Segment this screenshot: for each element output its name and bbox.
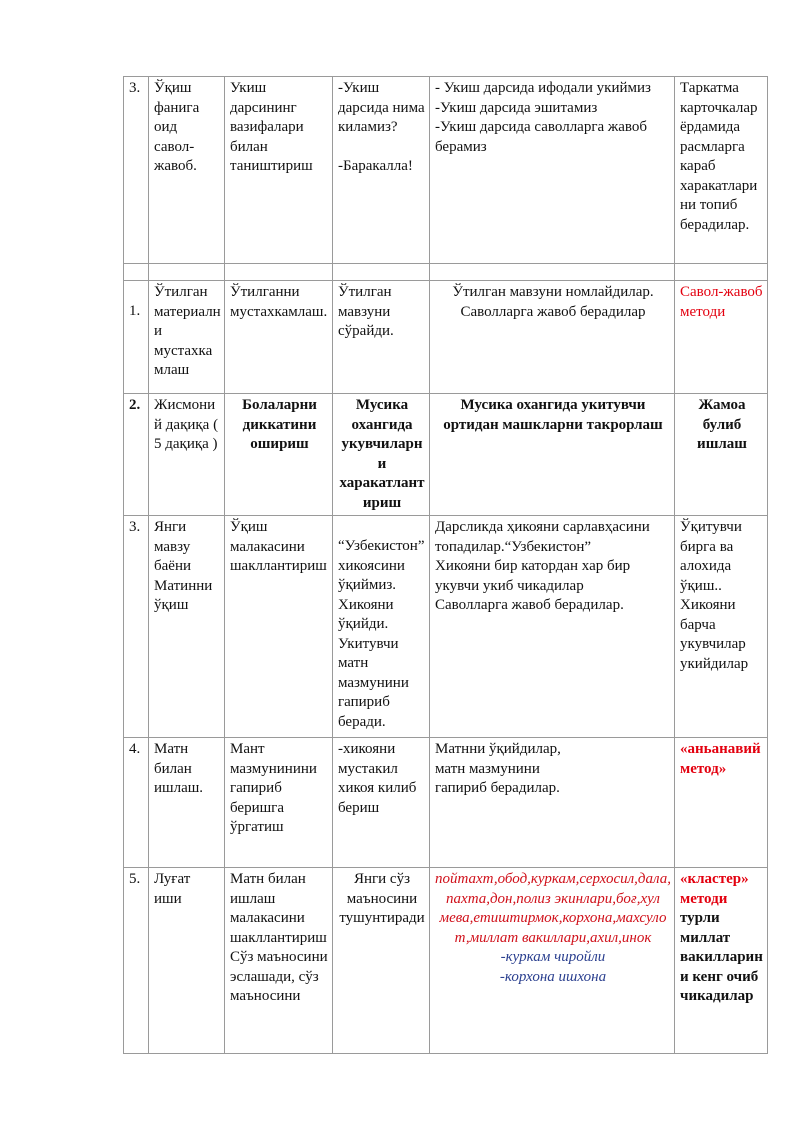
goal-cell: Матн билан ишлаш малакасини шакллантириш Сўз маъносини эслашади, сўз маъносини (225, 868, 333, 1054)
stage-cell: Янги мавзу баёни Матинни ўқиш (149, 516, 225, 738)
pupils-line: -Укиш дарсида саволларга жавоб берамиз (435, 119, 648, 155)
row-number: 2. (124, 394, 149, 516)
method-cell: «аньанавий метод» (675, 738, 768, 868)
teacher-cell: -хикояни мустакил хикоя килиб бериш (333, 738, 430, 868)
synonym-line: -куркам чиройли (500, 949, 606, 965)
pupils-cell (430, 868, 675, 1054)
teacher-line: -Укиш дарсида нима киламиз? (338, 80, 425, 135)
table-row (124, 264, 768, 281)
stage-cell: Ўқиш фанига оид савол-жавоб. (149, 77, 225, 264)
pupils-cell (430, 77, 675, 264)
stage-cell: Ўтилган материални мустахкамлаш (149, 281, 225, 394)
pupils-cell: Ўтилган мавзуни номлайдилар. Саволларга жавоб берадилар (430, 281, 675, 394)
table-row (124, 394, 768, 516)
goal-cell: Укиш дарсининг вазифалари билан таништириш (225, 77, 333, 264)
teacher-cell: Мусика охангида укувчиларни харакатлантириш (333, 394, 430, 516)
synonym-line: -корхона ишхона (499, 968, 607, 985)
row-number: 1. (129, 303, 141, 319)
row-number: 5. (124, 868, 149, 1054)
table-row (124, 738, 768, 868)
pupils-cell (430, 516, 675, 738)
pupils-line: Дарсликда ҳикояни сарлавҳасини топадилар.“Узбекистон” (435, 519, 650, 555)
table-row (124, 516, 768, 738)
row-number: 3. (124, 516, 149, 738)
goal-cell: Болаларни диккатини ошириш (225, 394, 333, 516)
stage-cell: Жисмоний дақиқа ( 5 дақиқа ) (149, 394, 225, 516)
teacher-cell: Янги сўз маъносини тушунтиради (333, 868, 430, 1054)
row-number: 4. (124, 738, 149, 868)
method-description: турли миллат вакилларини кенг очиб чикадилар (680, 910, 763, 1004)
pupils-line: Хикояни бир катордан хар бир укувчи укиб чикадилар (435, 558, 631, 594)
teacher-text: “Узбекистон” хикоясини ўқиймиз. Хикояни ўқийди. Укитувчи матн мазмунини гапириб беради. (338, 538, 425, 730)
goal-cell: Мант мазмунинини гапириб беришга ўргатиш (225, 738, 333, 868)
table-row (124, 77, 768, 264)
row-number: 3. (124, 77, 149, 264)
table-row (124, 281, 768, 394)
method-cell (675, 868, 768, 1054)
method-cell: Таркатма карточкалар ёрдамида расмларга караб харакатларини топиб берадилар. (675, 77, 768, 264)
goal-cell: Ўқиш малакасини шакллантириш (225, 516, 333, 738)
teacher-cell (333, 77, 430, 264)
goal-cell: Ўтилганни мустахкамлаш. (225, 281, 333, 394)
pupils-cell (430, 738, 675, 868)
vocabulary-words: пойтахт,обод,куркам,серхосил,дала,пахта,дон,полиз экинлари,боғ,хул мева,етиштирмок,корхона,махсулот,миллат вакиллари,ахил,инок (435, 871, 671, 946)
method-name: «кластер» методи (680, 871, 749, 907)
pupils-line: - Укиш дарсида ифодали укиймиз (435, 80, 651, 96)
stage-cell: Луғат иши (149, 868, 225, 1054)
pupils-line: гапириб берадилар. (435, 780, 560, 796)
teacher-cell (333, 516, 430, 738)
pupils-line: Матнни ўқийдилар, (435, 741, 561, 757)
lesson-plan-table (123, 76, 768, 1054)
method-cell: Ўқитувчи бирга ва алохида ўқиш.. Хикояни барча укувчилар укийдилар (675, 516, 768, 738)
teacher-cell: Ўтилган мавзуни сўрайди. (333, 281, 430, 394)
stage-cell: Матн билан ишлаш. (149, 738, 225, 868)
pupils-cell: Мусика охангида укитувчи ортидан машкларни такрорлаш (430, 394, 675, 516)
pupils-line: матн мазмунини (435, 760, 540, 777)
pupils-line: -Укиш дарсида эшитамиз (435, 99, 598, 116)
method-cell: Савол-жавоб методи (675, 281, 768, 394)
pupils-line: Саволларга жавоб берадилар. (435, 597, 624, 613)
teacher-line: -Баракалла! (338, 157, 413, 174)
method-cell: Жамоа булиб ишлаш (675, 394, 768, 516)
table-row (124, 868, 768, 1054)
